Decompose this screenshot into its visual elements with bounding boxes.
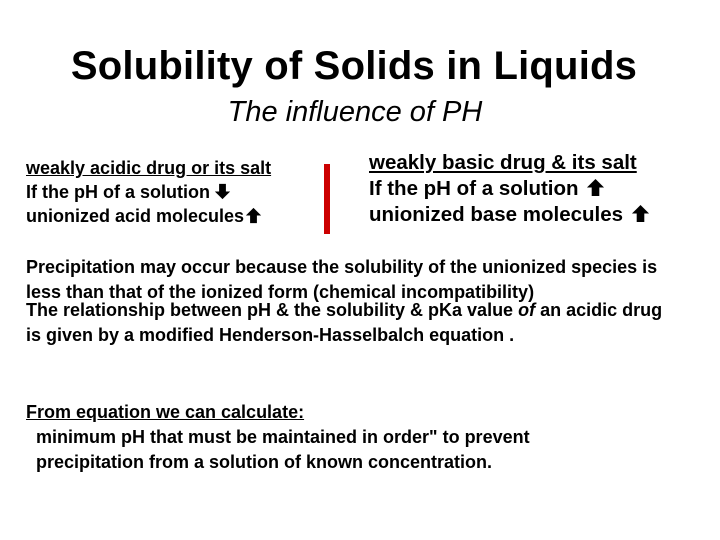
equation-line-3: precipitation from a solution of known concentration. (36, 452, 493, 472)
down-arrow-icon (214, 182, 231, 199)
equation-heading: From equation we can calculate: (26, 402, 305, 422)
up-arrow-icon (245, 206, 262, 223)
basic-ph-line (369, 176, 650, 202)
acidic-drug-heading: weakly acidic drug or its salt (26, 158, 272, 178)
relationship-line-1 (26, 298, 720, 323)
precipitation-line-2: less than that of the ionized form (chemical incompatibility) (26, 282, 535, 302)
precipitation-line-1: Precipitation may occur because the solubility of the unionized species is (26, 257, 658, 277)
relationship-text-em: of (518, 300, 536, 320)
up-arrow-icon (586, 178, 605, 197)
slide-subtitle: The influence of PH (227, 96, 483, 128)
relationship-text-a: The relationship between pH & the solubility & pKa value (26, 300, 519, 320)
acidic-ph-line (26, 180, 271, 204)
relationship-paragraph (26, 298, 720, 348)
up-arrow-icon (631, 204, 650, 223)
basic-unionized-line (369, 202, 650, 228)
acidic-ph-text: If the pH of a solution (26, 182, 210, 202)
acidic-drug-column (26, 156, 271, 228)
acidic-unionized-line (26, 204, 271, 228)
basic-drug-heading: weakly basic drug & its salt (369, 151, 637, 174)
relationship-text-b: an acidic drug (535, 300, 663, 320)
equation-line-2: minimum pH that must be maintained in order" to prevent (36, 427, 530, 447)
equation-paragraph (26, 400, 720, 475)
column-divider (324, 164, 330, 234)
basic-ph-text: If the pH of a solution (369, 177, 579, 200)
slide-title: Solubility of Solids in Liquids (70, 44, 638, 88)
basic-drug-column (369, 150, 650, 228)
basic-unionized-text: unionized base molecules (369, 203, 624, 226)
acidic-unionized-text: unionized acid molecules (26, 206, 245, 226)
relationship-line-2: is given by a modified Henderson-Hasselbalch equation . (26, 325, 515, 345)
